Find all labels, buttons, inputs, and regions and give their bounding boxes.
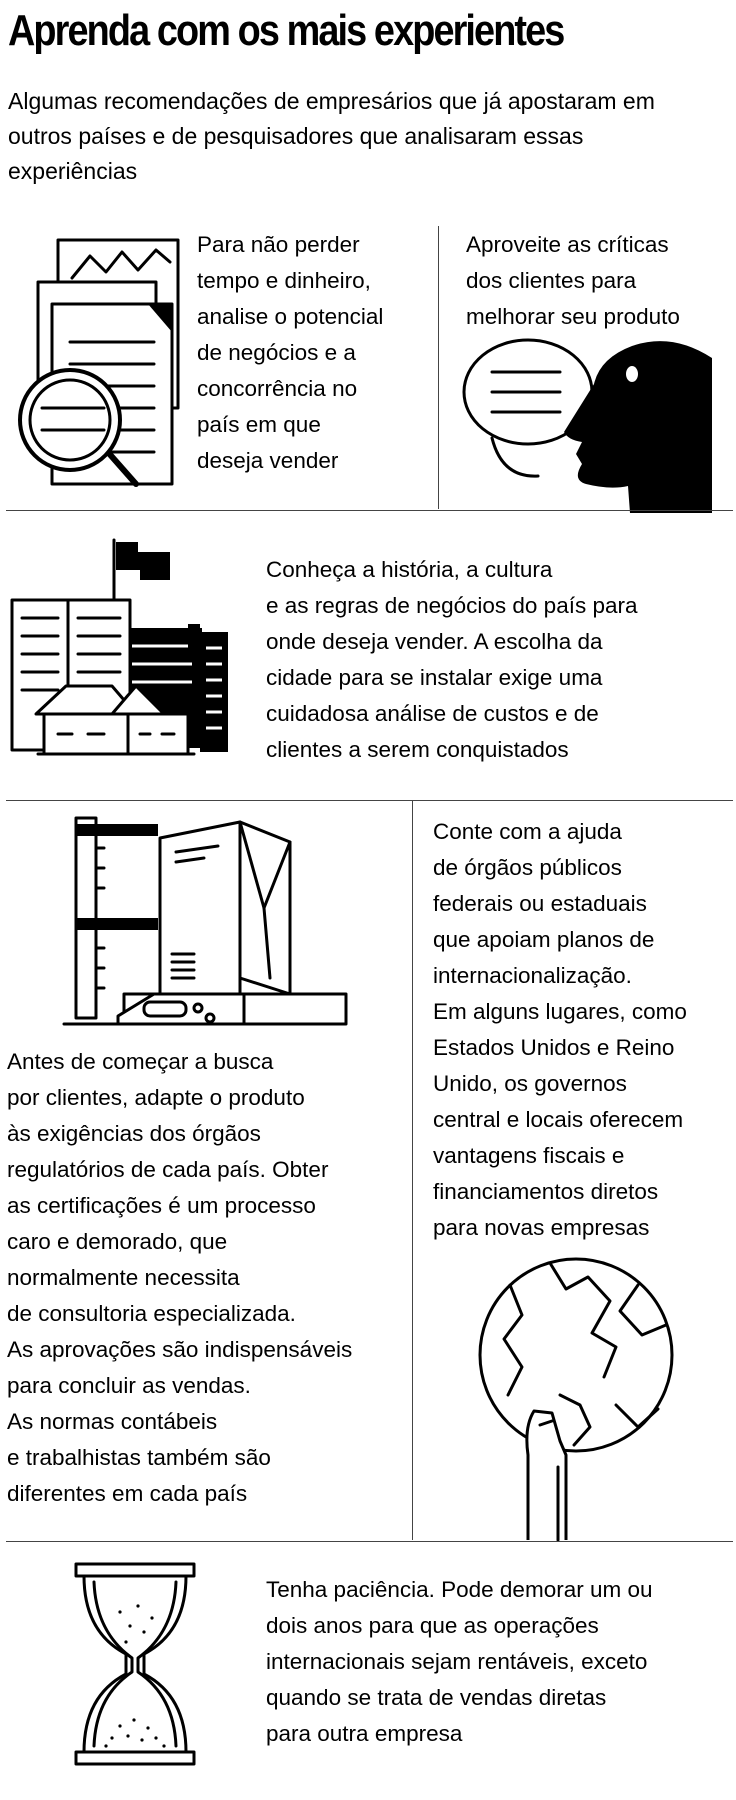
page-subtitle: Algumas recomendações de empresários que já apostaram em outros países e de pesquisadores que analisaram essas experiências (8, 88, 655, 184)
divider-horizontal-3 (6, 1541, 733, 1542)
hand-holding-globe-icon (470, 1255, 680, 1540)
speech-bubble-head-icon (462, 338, 712, 513)
divider-vertical-2 (412, 800, 413, 1540)
hourglass-icon (60, 1562, 210, 1767)
divider-horizontal-2 (6, 800, 733, 801)
tip-patience: Tenha paciência. Pode demorar um ou dois anos para que as operações internacionais sejam rentáveis, exceto quando se trata de vendas diretas para outra empresa (266, 1577, 653, 1746)
tip-adapt-product: Antes de começar a busca por clientes, adapte o produto às exigências dos órgãos regulatórios de cada país. Obter as certificações é um processo caro e demorado, que normalmente necessita de consultoria especializada. As aprovações são indispensáveis para concluir as vendas. As normas contábeis e trabalhistas também são diferentes em cada país (7, 1049, 353, 1506)
divider-horizontal-1 (6, 510, 733, 511)
tip-know-culture: Conheça a história, a cultura e as regras de negócios do país para onde deseja vender. A escolha da cidade para se instalar exige uma cuidadosa análise de custos e de clientes a serem conquistados (266, 557, 638, 762)
divider-vertical-1 (438, 226, 439, 509)
product-measure-icon (64, 808, 344, 1033)
tip-customer-feedback: Aproveite as críticas dos clientes para melhorar seu produto (466, 232, 680, 329)
tip-public-support: Conte com a ajuda de órgãos públicos federais ou estaduais que apoiam planos de internacionalização. Em alguns lugares, como Estados Unidos e Reino Unido, os governos central e locais oferecem vantagens fiscais e financiamentos diretos para novas empresas (433, 819, 687, 1240)
documents-magnifier-icon (8, 232, 198, 502)
page-title: Aprenda com os mais experientes (8, 6, 564, 55)
city-buildings-flag-icon (8, 540, 238, 765)
tip-market-analysis: Para não perder tempo e dinheiro, analise o potencial de negócios e a concorrência no país em que deseja vender (197, 232, 384, 473)
